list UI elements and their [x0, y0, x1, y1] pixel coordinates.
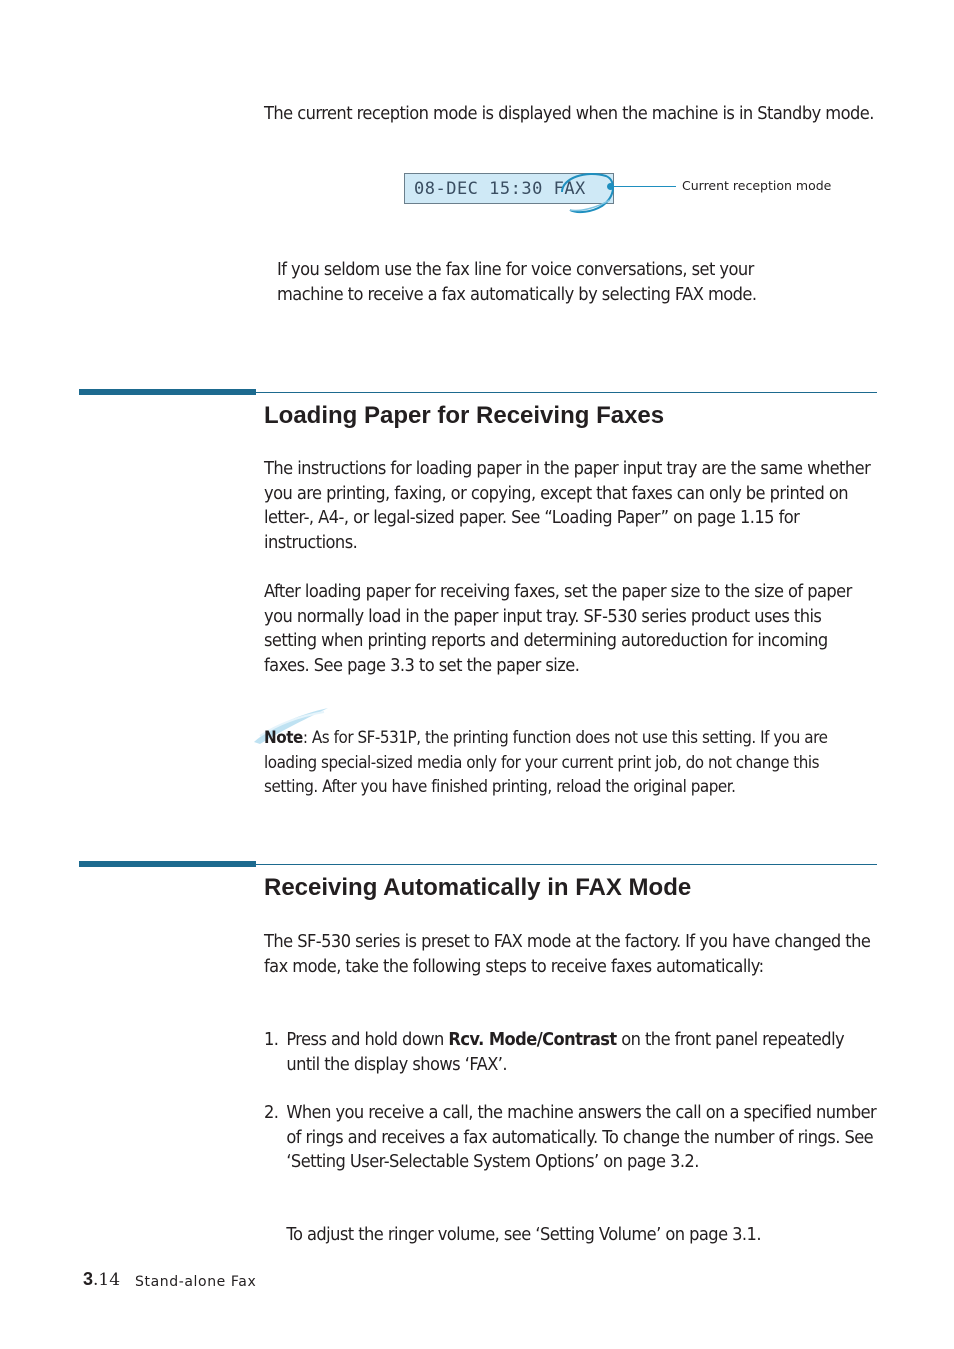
step-1 — [264, 1028, 878, 1077]
page-index: .14 — [93, 1270, 121, 1290]
page-number — [83, 1269, 120, 1290]
callout-label: Current reception mode — [682, 178, 832, 193]
ringer-volume-text: To adjust the ringer volume, see ‘Setting Volume’ on page 3.1. — [286, 1225, 761, 1245]
note-body: : As for SF-531P, the printing function does not use this setting. If you are loading special-sized media only for your current print job, do not change this setting. After you have finished printing, reload the original paper. — [264, 728, 828, 796]
section-rule-thick — [79, 861, 256, 867]
step-number: 1. — [264, 1030, 279, 1050]
rcv-mode-contrast-key: Rcv. Mode/Contrast — [448, 1030, 617, 1050]
lcd-date-time: 08-DEC 15:30 — [414, 179, 543, 199]
lcd-mode: FAX — [553, 179, 586, 199]
section-title-receiving: Receiving Automatically in FAX Mode — [264, 874, 692, 901]
callout-line — [611, 186, 676, 187]
section-rule-thin — [256, 392, 877, 393]
chapter-label: Stand-alone Fax — [135, 1274, 257, 1290]
step-number: 2. — [264, 1103, 279, 1123]
fax-mode-description: If you seldom use the fax line for voice conversations, set your machine to receive a fax automatically by selecting FAX mode. — [277, 260, 757, 305]
step-1-text: Press and hold down — [286, 1030, 449, 1050]
section-rule-thick — [79, 389, 256, 395]
note-paragraph — [264, 726, 853, 800]
step-2 — [264, 1101, 878, 1175]
receiving-intro: The SF-530 series is preset to FAX mode at the factory. If you have changed the fax mode, take the following steps to receive faxes automatically: — [264, 932, 871, 977]
intro-paragraph: The current reception mode is displayed when the machine is in Standby mode. — [264, 104, 874, 124]
step-2-text: When you receive a call, the machine answers the call on a specified number of rings and receives a fax automatically. To change the number of rings. See ‘Setting User-Selectable System Options’ on page 3.2. — [286, 1103, 877, 1172]
note-label: Note — [264, 728, 303, 747]
section-rule-thin — [256, 864, 877, 865]
section-title-loading: Loading Paper for Receiving Faxes — [264, 402, 665, 429]
ringer-volume-note — [264, 1223, 878, 1248]
step-1-text-end: on the front panel repeatedly until the display shows ‘FAX’. — [286, 1030, 845, 1075]
mode-highlight-ring-icon — [553, 166, 620, 218]
loading-paragraph-2: After loading paper for receiving faxes, set the paper size to the size of paper you normally load in the paper input tray. SF-530 series product uses this setting when printing reports and determining autoreduction for incoming faxes. See page 3.3 to set the paper size. — [264, 582, 852, 676]
chapter-number: 3 — [83, 1269, 94, 1289]
loading-paragraph-1: The instructions for loading paper in the paper input tray are the same whether you are printing, faxing, or copying, except that faxes can only be printed on letter-, A4-, or legal-sized paper. See “Loading Paper” on page 1.15 for instructions. — [264, 459, 871, 553]
